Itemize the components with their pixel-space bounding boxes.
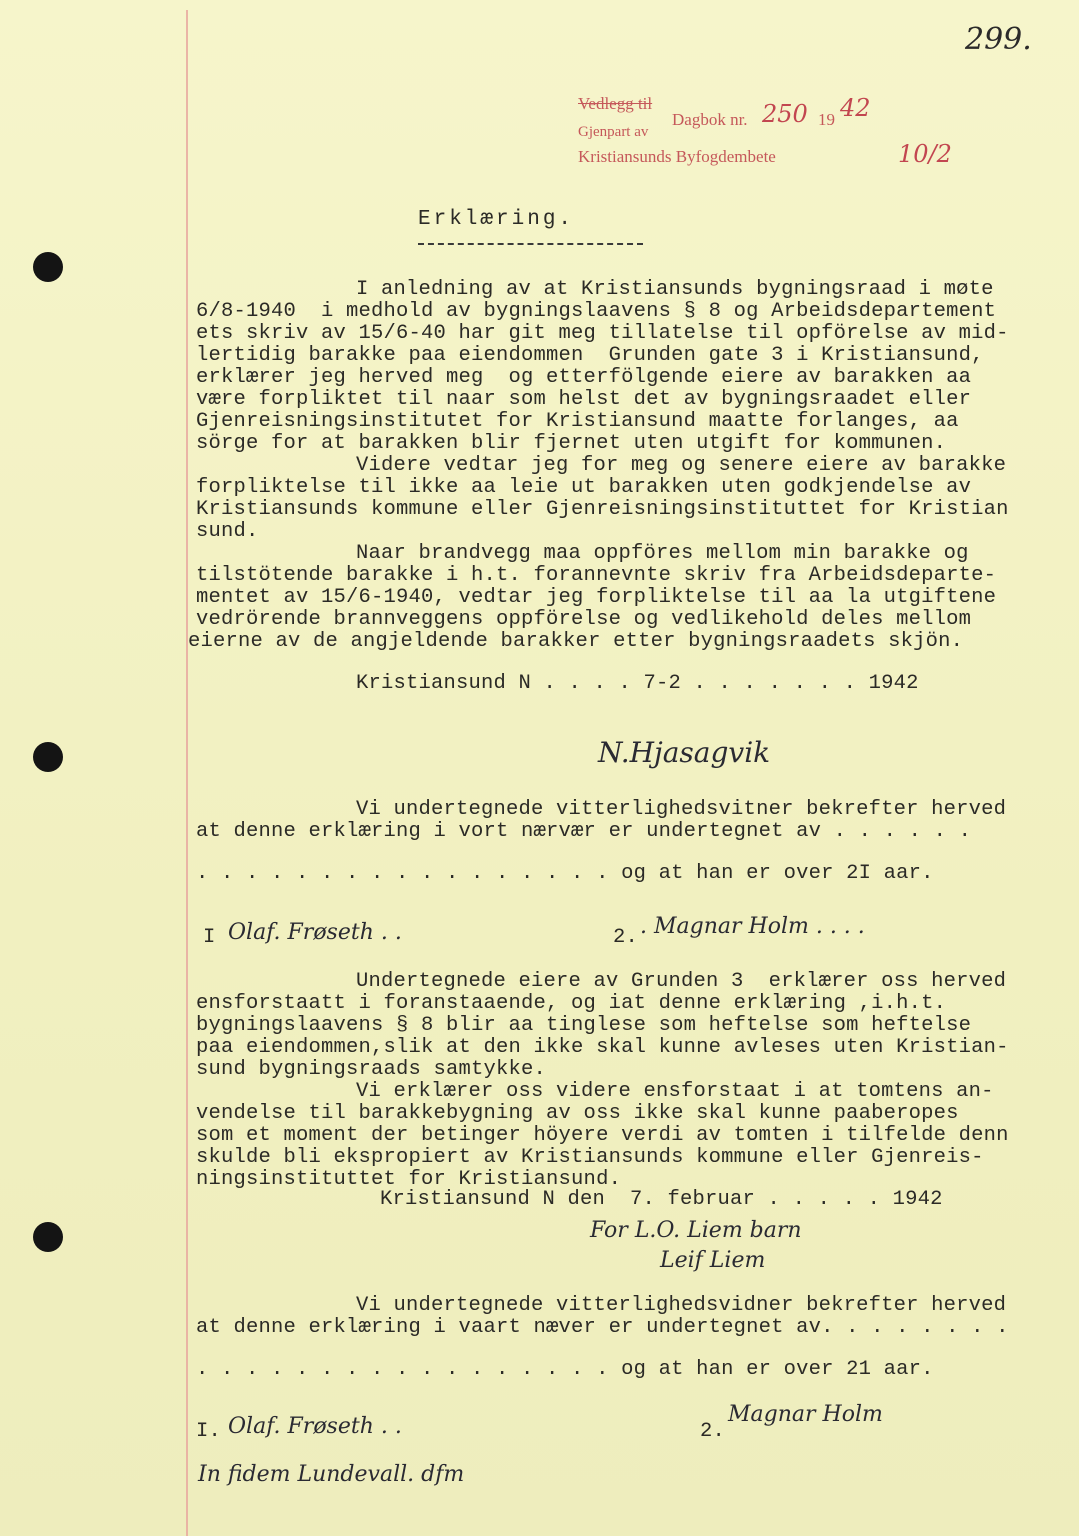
body-line: skulde bli ekspropiert av Kristiansunds kommune eller Gjenreis- bbox=[196, 1146, 984, 1169]
body-line: som et moment der betinger höyere verdi av tomten i tilfelde denn bbox=[196, 1124, 1009, 1147]
body-line: Vi undertegnede vitterlighedsvidner bekrefter herved bbox=[356, 1294, 1007, 1317]
stamp-year-suffix: 42 bbox=[840, 94, 871, 122]
body-line: Gjenreisningsinstitutet for Kristiansund maatte forlanges, aa bbox=[196, 410, 959, 433]
witness-signature: Olaf. Frøseth . . bbox=[228, 920, 402, 945]
body-line: I anledning av at Kristiansunds bygningsraad i møte bbox=[356, 278, 994, 301]
body-line: . . . . . . . . . . . . . . . . . og at han er over 21 aar. bbox=[196, 1358, 934, 1381]
body-line: Kristiansunds kommune eller Gjenreisningsinstituttet for Kristian bbox=[196, 498, 1009, 521]
body-line: at denne erklæring i vort nærvær er undertegnet av . . . . . . bbox=[196, 820, 972, 843]
body-line: eierne av de angjeldende barakker etter bygningsraadets skjön. bbox=[188, 630, 964, 653]
body-line: sund. bbox=[196, 520, 259, 543]
stamp-office: Kristiansunds Byfogdembete bbox=[578, 147, 776, 166]
page-number: 299. bbox=[965, 22, 1032, 57]
body-line: ningsinstituttet for Kristiansund. bbox=[196, 1168, 622, 1191]
stamp-vedlegg: Vedlegg til bbox=[578, 94, 653, 113]
body-line: lertidig barakke paa eiendommen Grunden gate 3 i Kristiansund, bbox=[196, 344, 984, 367]
body-line: ensforstaatt i foranstaaende, og iat denne erklæring ,i.h.t. bbox=[196, 992, 947, 1015]
declarant-signature: N.Hjasagvik bbox=[598, 736, 771, 769]
body-line: Naar brandvegg maa oppföres mellom min barakke og bbox=[356, 542, 969, 565]
body-line: at denne erklæring i vaart næver er undertegnet av. . . . . . . . bbox=[196, 1316, 1009, 1339]
date-line: Kristiansund N . . . . 7-2 . . . . . . . 1942 bbox=[356, 672, 919, 695]
body-line: vedrörende brannveggens oppförelse og vedlikehold deles mellom bbox=[196, 608, 972, 631]
body-line: bygningslaavens § 8 blir aa tinglese som heftelse som heftelse bbox=[196, 1014, 972, 1037]
body-line: Videre vedtar jeg for meg og senere eiere av barakke bbox=[356, 454, 1007, 477]
owners-for-signature: For L.O. Liem barn bbox=[590, 1218, 802, 1243]
margin-line bbox=[186, 10, 188, 1536]
stamp-dagbok-number: 250 bbox=[762, 100, 808, 128]
body-line: . . . . . . . . . . . . . . . . . og at han er over 2I aar. bbox=[196, 862, 934, 885]
body-line: sund bygningsraads samtykke. bbox=[196, 1058, 547, 1081]
punch-hole bbox=[33, 742, 63, 772]
body-line: forpliktelse til ikke aa leie ut barakken uten godkjendelse av bbox=[196, 476, 972, 499]
witness-signature: Olaf. Frøseth . . bbox=[228, 1414, 402, 1439]
body-line: mentet av 15/6-1940, vedtar jeg forpliktelse til aa la utgiftene bbox=[196, 586, 997, 609]
body-line: erklærer jeg herved meg og etterfölgende eiere av barakken aa bbox=[196, 366, 972, 389]
stamp-date: 10/2 bbox=[898, 140, 952, 168]
body-line: sörge for at barakken blir fjernet uten utgift for kommunen. bbox=[196, 432, 947, 455]
stamp-gjenpart: Gjenpart av bbox=[578, 124, 649, 140]
stamp-dagbok: Dagbok nr. bbox=[672, 110, 748, 129]
witness-number: 2. bbox=[613, 926, 639, 949]
witness-number: I. bbox=[196, 1420, 222, 1443]
punch-hole bbox=[33, 1222, 63, 1252]
owners-signature: Leif Liem bbox=[660, 1248, 766, 1273]
witness-signature: Magnar Holm bbox=[728, 1402, 883, 1427]
witness-number: I bbox=[203, 926, 216, 949]
punch-hole bbox=[33, 252, 63, 282]
body-line: vendelse til barakkebygning av oss ikke skal kunne paaberopes bbox=[196, 1102, 959, 1125]
body-line: 6/8-1940 i medhold av bygningslaavens § 8 og Arbeidsdepartement bbox=[196, 300, 997, 323]
date-line: Kristiansund N den 7. februar . . . . . 1942 bbox=[380, 1188, 943, 1211]
body-line: Undertegnede eiere av Grunden 3 erklærer oss herved bbox=[356, 970, 1007, 993]
certification-signature: In fidem Lundevall. dfm bbox=[198, 1462, 465, 1487]
body-line: Vi undertegnede vitterlighedsvitner bekrefter herved bbox=[356, 798, 1007, 821]
document-title: Erklæring. bbox=[418, 208, 575, 231]
body-line: tilstötende barakke i h.t. forannevnte skriv fra Arbeidsdeparte- bbox=[196, 564, 997, 587]
body-line: være forpliktet til naar som helst det av bygningsraadet eller bbox=[196, 388, 972, 411]
body-line: Vi erklærer oss videre ensforstaat i at tomtens an- bbox=[356, 1080, 994, 1103]
body-line: ets skriv av 15/6-40 har git meg tillatelse til opförelse av mid- bbox=[196, 322, 1009, 345]
stamp-year-prefix: 19 bbox=[818, 110, 835, 129]
witness-number: 2. bbox=[700, 1420, 726, 1443]
body-line: paa eiendommen,slik at den ikke skal kunne avleses uten Kristian- bbox=[196, 1036, 1009, 1059]
title-underline bbox=[418, 243, 643, 245]
witness-signature: . Magnar Holm . . . . bbox=[640, 914, 865, 939]
